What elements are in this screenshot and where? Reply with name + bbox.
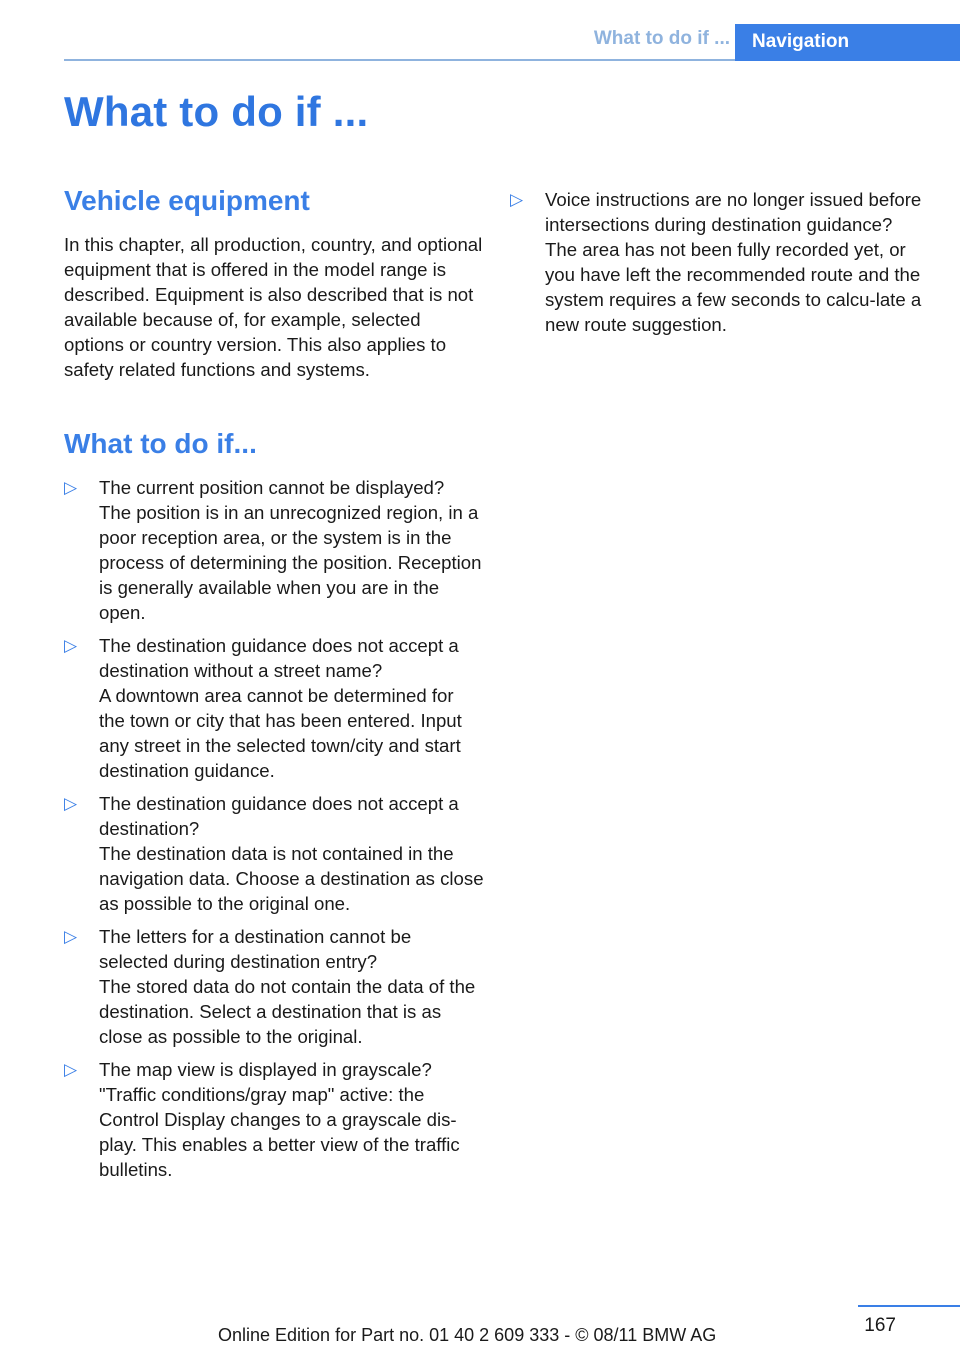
item-question: The current position cannot be displayed? [99, 477, 445, 498]
header-section-title: What to do if ... [593, 28, 730, 49]
item-answer: A downtown area cannot be determined for the town or city that has been entered. Input any street in the selected town/city and start destination guidance. [99, 685, 462, 781]
item-answer: The position is in an unrecognized region, in a poor reception area, or the system is in the process of determining the position. Reception is generally available when you are in the open. [99, 502, 482, 623]
item-answer: The destination data is not contained in the navigation data. Choose a destination as close as possible to the original one. [99, 843, 484, 914]
list-item [64, 633, 484, 783]
triangle-bullet-icon: ▷ [64, 794, 78, 813]
triangle-bullet-icon: ▷ [64, 636, 78, 655]
list-item [64, 924, 484, 1049]
page-title: What to do if ... [64, 88, 369, 135]
triangle-bullet-icon: ▷ [64, 1060, 78, 1079]
list-item [64, 791, 484, 916]
triangle-bullet-icon: ▷ [510, 190, 524, 209]
vehicle-equipment-text: In this chapter, all production, country, and optional equipment that is offered in the model range is described. Equipment is also described that is not available because of, for example, selected options or country version. This also applies to safety related functions and systems. [64, 234, 483, 380]
item-answer: The area has not been fully recorded yet, or you have left the recommended route and the system requires a few seconds to calcu-late a new route suggestion. [545, 239, 922, 335]
what-to-do-heading: What to do if... [64, 428, 257, 459]
list-item [510, 187, 930, 337]
header-chapter-tab[interactable]: Navigation [735, 24, 960, 61]
what-to-do-list-right [510, 187, 930, 345]
list-item [64, 475, 484, 625]
item-answer: "Traffic conditions/gray map" active: the Control Display changes to a grayscale dis-play. This enables a better view of the traffic bulletins. [99, 1084, 460, 1180]
list-item [64, 1057, 484, 1182]
item-question: The destination guidance does not accept a destination without a street name? [99, 635, 459, 681]
item-question: Voice instructions are no longer issued before intersections during destination guidance? [545, 189, 922, 235]
page-number: 167 [864, 1315, 896, 1336]
footer-rule [858, 1305, 960, 1307]
triangle-bullet-icon: ▷ [64, 478, 78, 497]
footer-edition-text: Online Edition for Part no. 01 40 2 609 333 - © 08/11 BMW AG [218, 1325, 717, 1345]
item-question: The map view is displayed in grayscale? [99, 1059, 432, 1080]
what-to-do-list-left [64, 475, 484, 1190]
item-answer: The stored data do not contain the data of the destination. Select a destination that is as close as possible to the original. [99, 976, 476, 1047]
triangle-bullet-icon: ▷ [64, 927, 78, 946]
item-question: The letters for a destination cannot be selected during destination entry? [99, 926, 412, 972]
item-question: The destination guidance does not accept a destination? [99, 793, 459, 839]
vehicle-equipment-heading: Vehicle equipment [64, 185, 310, 216]
